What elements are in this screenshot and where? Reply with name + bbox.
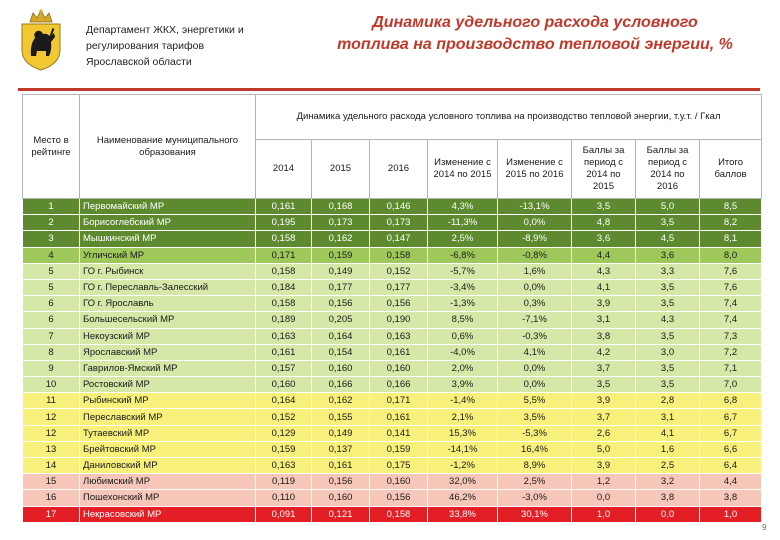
cell-change-2015-2016: 5,5% <box>498 393 572 409</box>
cell-2015: 0,156 <box>312 296 370 312</box>
cell-change-2014-2015: -5,7% <box>428 263 498 279</box>
slide-title-line: топлива на производство тепловой энергии, % <box>337 36 733 53</box>
cell-2015: 0,160 <box>312 490 370 506</box>
table-row <box>23 199 762 215</box>
cell-change-2014-2015: -1,2% <box>428 458 498 474</box>
cell-points-2014-2016: 3,5 <box>636 296 700 312</box>
cell-rank: 6 <box>23 312 80 328</box>
cell-name: Угличский МР <box>80 247 256 263</box>
cell-2016: 0,171 <box>370 393 428 409</box>
header-points-2014-2016: Баллы за период с 2014 по 2016 <box>636 140 700 199</box>
cell-change-2015-2016: 3,5% <box>498 409 572 425</box>
cell-change-2014-2015: 32,0% <box>428 474 498 490</box>
cell-change-2015-2016: -8,9% <box>498 231 572 247</box>
cell-rank: 10 <box>23 377 80 393</box>
cell-change-2015-2016: 2,5% <box>498 474 572 490</box>
cell-points-2014-2016: 1,6 <box>636 441 700 457</box>
cell-total: 8,1 <box>700 231 762 247</box>
cell-total: 7,4 <box>700 312 762 328</box>
cell-change-2014-2015: 0,6% <box>428 328 498 344</box>
table-row <box>23 231 762 247</box>
cell-name: Мышкинский МР <box>80 231 256 247</box>
cell-name: Рыбинский МР <box>80 393 256 409</box>
cell-points-2014-2015: 3,5 <box>572 377 636 393</box>
cell-total: 6,8 <box>700 393 762 409</box>
cell-2014: 0,164 <box>256 393 312 409</box>
cell-name: Даниловский МР <box>80 458 256 474</box>
cell-points-2014-2016: 3,0 <box>636 344 700 360</box>
cell-2014: 0,152 <box>256 409 312 425</box>
cell-name: Брейтовский МР <box>80 441 256 457</box>
cell-2016: 0,141 <box>370 425 428 441</box>
cell-rank: 5 <box>23 279 80 295</box>
cell-2016: 0,159 <box>370 441 428 457</box>
cell-change-2014-2015: -14,1% <box>428 441 498 457</box>
table-row <box>23 474 762 490</box>
table-row <box>23 425 762 441</box>
cell-rank: 2 <box>23 215 80 231</box>
cell-total: 7,2 <box>700 344 762 360</box>
cell-points-2014-2016: 4,5 <box>636 231 700 247</box>
cell-2015: 0,162 <box>312 393 370 409</box>
cell-change-2015-2016: 0,0% <box>498 360 572 376</box>
cell-2015: 0,173 <box>312 215 370 231</box>
cell-change-2014-2015: 2,0% <box>428 360 498 376</box>
cell-points-2014-2016: 3,5 <box>636 328 700 344</box>
cell-rank: 17 <box>23 506 80 522</box>
cell-points-2014-2015: 3,9 <box>572 296 636 312</box>
cell-rank: 13 <box>23 441 80 457</box>
cell-2015: 0,149 <box>312 425 370 441</box>
cell-2014: 0,163 <box>256 328 312 344</box>
table-row <box>23 328 762 344</box>
cell-points-2014-2016: 3,5 <box>636 360 700 376</box>
cell-name: Некрасовский МР <box>80 506 256 522</box>
cell-total: 1,0 <box>700 506 762 522</box>
header-total: Итого баллов <box>700 140 762 199</box>
slide-title-line: Динамика удельного расхода условного <box>372 14 698 31</box>
cell-points-2014-2015: 4,4 <box>572 247 636 263</box>
cell-points-2014-2016: 4,3 <box>636 312 700 328</box>
table-row <box>23 490 762 506</box>
cell-total: 7,6 <box>700 263 762 279</box>
cell-change-2015-2016: 1,6% <box>498 263 572 279</box>
header-rank: Место в рейтинге <box>23 95 80 199</box>
cell-change-2015-2016: -13,1% <box>498 199 572 215</box>
cell-points-2014-2015: 3,7 <box>572 409 636 425</box>
table-row <box>23 344 762 360</box>
cell-total: 6,7 <box>700 425 762 441</box>
cell-name: Ярославский МР <box>80 344 256 360</box>
cell-points-2014-2016: 3,6 <box>636 247 700 263</box>
cell-change-2015-2016: 0,3% <box>498 296 572 312</box>
cell-2016: 0,177 <box>370 279 428 295</box>
cell-change-2015-2016: -0,8% <box>498 247 572 263</box>
cell-change-2014-2015: 3,9% <box>428 377 498 393</box>
cell-2014: 0,157 <box>256 360 312 376</box>
cell-points-2014-2015: 1,2 <box>572 474 636 490</box>
header-2016: 2016 <box>370 140 428 199</box>
cell-total: 7,4 <box>700 296 762 312</box>
cell-2016: 0,158 <box>370 506 428 522</box>
page-number: 9 <box>762 523 767 532</box>
cell-points-2014-2015: 3,1 <box>572 312 636 328</box>
cell-points-2014-2015: 5,0 <box>572 441 636 457</box>
cell-2014: 0,160 <box>256 377 312 393</box>
table-row <box>23 247 762 263</box>
cell-2014: 0,158 <box>256 263 312 279</box>
cell-2016: 0,161 <box>370 344 428 360</box>
header-change-2015-2016: Изменение с 2015 по 2016 <box>498 140 572 199</box>
cell-2016: 0,147 <box>370 231 428 247</box>
cell-points-2014-2015: 3,9 <box>572 458 636 474</box>
cell-2016: 0,173 <box>370 215 428 231</box>
cell-2014: 0,184 <box>256 279 312 295</box>
cell-points-2014-2015: 3,5 <box>572 199 636 215</box>
cell-points-2014-2016: 3,2 <box>636 474 700 490</box>
cell-2015: 0,166 <box>312 377 370 393</box>
header-change-2014-2015: Изменение с 2014 по 2015 <box>428 140 498 199</box>
cell-name: Некоузский МР <box>80 328 256 344</box>
cell-points-2014-2016: 3,5 <box>636 279 700 295</box>
cell-change-2014-2015: -4,0% <box>428 344 498 360</box>
cell-change-2015-2016: -0,3% <box>498 328 572 344</box>
cell-2016: 0,160 <box>370 360 428 376</box>
cell-2016: 0,160 <box>370 474 428 490</box>
table-row <box>23 441 762 457</box>
header-points-2014-2015: Баллы за период с 2014 по 2015 <box>572 140 636 199</box>
cell-total: 4,4 <box>700 474 762 490</box>
cell-name: Переславский МР <box>80 409 256 425</box>
cell-points-2014-2016: 2,8 <box>636 393 700 409</box>
table-row <box>23 360 762 376</box>
cell-points-2014-2016: 3,3 <box>636 263 700 279</box>
cell-name: ГО г. Рыбинск <box>80 263 256 279</box>
cell-change-2015-2016: 16,4% <box>498 441 572 457</box>
cell-rank: 7 <box>23 328 80 344</box>
cell-total: 8,0 <box>700 247 762 263</box>
cell-name: Борисоглебский МР <box>80 215 256 231</box>
cell-points-2014-2016: 3,8 <box>636 490 700 506</box>
cell-2015: 0,205 <box>312 312 370 328</box>
cell-change-2014-2015: 33,8% <box>428 506 498 522</box>
cell-change-2015-2016: 8,9% <box>498 458 572 474</box>
department-name <box>86 22 286 70</box>
department-line: Ярославской области <box>86 56 192 68</box>
cell-2015: 0,160 <box>312 360 370 376</box>
cell-2014: 0,163 <box>256 458 312 474</box>
cell-change-2015-2016: 0,0% <box>498 279 572 295</box>
table-row <box>23 377 762 393</box>
cell-2016: 0,163 <box>370 328 428 344</box>
cell-2015: 0,154 <box>312 344 370 360</box>
cell-2014: 0,129 <box>256 425 312 441</box>
table-row <box>23 506 762 522</box>
cell-change-2015-2016: -7,1% <box>498 312 572 328</box>
cell-2015: 0,149 <box>312 263 370 279</box>
cell-name: Тутаевский МР <box>80 425 256 441</box>
cell-total: 7,6 <box>700 279 762 295</box>
cell-2016: 0,175 <box>370 458 428 474</box>
cell-points-2014-2015: 3,9 <box>572 393 636 409</box>
table-row <box>23 296 762 312</box>
table-row <box>23 409 762 425</box>
cell-change-2014-2015: 2,5% <box>428 231 498 247</box>
table-row <box>23 279 762 295</box>
cell-change-2014-2015: -11,3% <box>428 215 498 231</box>
cell-2016: 0,156 <box>370 490 428 506</box>
cell-2016: 0,166 <box>370 377 428 393</box>
cell-name: Гаврилов-Ямский МР <box>80 360 256 376</box>
cell-change-2015-2016: 0,0% <box>498 377 572 393</box>
cell-points-2014-2015: 3,6 <box>572 231 636 247</box>
cell-points-2014-2015: 3,8 <box>572 328 636 344</box>
cell-rank: 5 <box>23 263 80 279</box>
cell-change-2014-2015: 46,2% <box>428 490 498 506</box>
cell-name: Первомайский МР <box>80 199 256 215</box>
cell-2015: 0,164 <box>312 328 370 344</box>
cell-total: 6,7 <box>700 409 762 425</box>
cell-points-2014-2016: 5,0 <box>636 199 700 215</box>
cell-rank: 9 <box>23 360 80 376</box>
cell-rank: 4 <box>23 247 80 263</box>
cell-points-2014-2015: 2,6 <box>572 425 636 441</box>
cell-2014: 0,195 <box>256 215 312 231</box>
cell-total: 3,8 <box>700 490 762 506</box>
cell-2016: 0,161 <box>370 409 428 425</box>
cell-total: 7,0 <box>700 377 762 393</box>
header-2014: 2014 <box>256 140 312 199</box>
table-row <box>23 458 762 474</box>
cell-2015: 0,121 <box>312 506 370 522</box>
cell-total: 6,4 <box>700 458 762 474</box>
cell-2016: 0,152 <box>370 263 428 279</box>
cell-name: ГО г. Ярославль <box>80 296 256 312</box>
cell-rank: 1 <box>23 199 80 215</box>
cell-points-2014-2016: 4,1 <box>636 425 700 441</box>
cell-change-2015-2016: -3,0% <box>498 490 572 506</box>
cell-rank: 11 <box>23 393 80 409</box>
header-group: Динамика удельного расхода условного топлива на производство тепловой энергии, т.у.т. / Гкал <box>256 95 762 140</box>
cell-change-2014-2015: 15,3% <box>428 425 498 441</box>
yaroslavl-coat-of-arms-icon <box>18 6 64 72</box>
slide-title <box>300 12 770 56</box>
cell-points-2014-2015: 4,1 <box>572 279 636 295</box>
cell-rank: 3 <box>23 231 80 247</box>
cell-2014: 0,171 <box>256 247 312 263</box>
table-row <box>23 393 762 409</box>
cell-2014: 0,158 <box>256 296 312 312</box>
cell-points-2014-2015: 4,2 <box>572 344 636 360</box>
department-line: регулирования тарифов <box>86 40 205 52</box>
cell-name: Пошехонский МР <box>80 490 256 506</box>
header-2015: 2015 <box>312 140 370 199</box>
cell-change-2015-2016: 4,1% <box>498 344 572 360</box>
cell-change-2014-2015: -6,8% <box>428 247 498 263</box>
cell-change-2015-2016: 0,0% <box>498 215 572 231</box>
cell-points-2014-2016: 3,5 <box>636 377 700 393</box>
cell-total: 6,6 <box>700 441 762 457</box>
cell-points-2014-2015: 4,3 <box>572 263 636 279</box>
cell-points-2014-2016: 3,1 <box>636 409 700 425</box>
cell-points-2014-2016: 0,0 <box>636 506 700 522</box>
header-divider <box>18 88 760 91</box>
cell-total: 8,2 <box>700 215 762 231</box>
cell-name: Ростовский МР <box>80 377 256 393</box>
cell-2015: 0,156 <box>312 474 370 490</box>
cell-2016: 0,146 <box>370 199 428 215</box>
cell-total: 7,1 <box>700 360 762 376</box>
cell-2014: 0,189 <box>256 312 312 328</box>
cell-change-2014-2015: 2,1% <box>428 409 498 425</box>
cell-2015: 0,159 <box>312 247 370 263</box>
cell-change-2014-2015: -3,4% <box>428 279 498 295</box>
cell-2014: 0,158 <box>256 231 312 247</box>
cell-total: 7,3 <box>700 328 762 344</box>
cell-rank: 12 <box>23 409 80 425</box>
cell-change-2015-2016: 30,1% <box>498 506 572 522</box>
cell-rank: 15 <box>23 474 80 490</box>
cell-2015: 0,155 <box>312 409 370 425</box>
cell-2014: 0,161 <box>256 344 312 360</box>
table-row <box>23 263 762 279</box>
cell-points-2014-2016: 3,5 <box>636 215 700 231</box>
cell-points-2014-2015: 0,0 <box>572 490 636 506</box>
cell-2016: 0,190 <box>370 312 428 328</box>
header-name: Наименование муниципального образования <box>80 95 256 199</box>
cell-points-2014-2016: 2,5 <box>636 458 700 474</box>
cell-2016: 0,156 <box>370 296 428 312</box>
cell-2016: 0,158 <box>370 247 428 263</box>
cell-name: Любимский МР <box>80 474 256 490</box>
cell-rank: 6 <box>23 296 80 312</box>
table-row <box>23 215 762 231</box>
cell-2014: 0,119 <box>256 474 312 490</box>
cell-points-2014-2015: 4,8 <box>572 215 636 231</box>
table-row <box>23 312 762 328</box>
cell-points-2014-2015: 1,0 <box>572 506 636 522</box>
cell-total: 8,5 <box>700 199 762 215</box>
cell-name: ГО г. Переславль-Залесский <box>80 279 256 295</box>
rating-table <box>22 94 762 523</box>
cell-2015: 0,161 <box>312 458 370 474</box>
cell-2014: 0,110 <box>256 490 312 506</box>
cell-name: Большесельский МР <box>80 312 256 328</box>
cell-points-2014-2015: 3,7 <box>572 360 636 376</box>
department-line: Департамент ЖКХ, энергетики и <box>86 24 244 36</box>
cell-change-2014-2015: -1,4% <box>428 393 498 409</box>
cell-change-2015-2016: -5,3% <box>498 425 572 441</box>
cell-change-2014-2015: 8,5% <box>428 312 498 328</box>
cell-2015: 0,162 <box>312 231 370 247</box>
cell-change-2014-2015: 4,3% <box>428 199 498 215</box>
cell-2014: 0,161 <box>256 199 312 215</box>
cell-2015: 0,137 <box>312 441 370 457</box>
cell-change-2014-2015: -1,3% <box>428 296 498 312</box>
cell-2014: 0,091 <box>256 506 312 522</box>
cell-2015: 0,168 <box>312 199 370 215</box>
cell-2015: 0,177 <box>312 279 370 295</box>
cell-rank: 12 <box>23 425 80 441</box>
cell-rank: 14 <box>23 458 80 474</box>
cell-rank: 16 <box>23 490 80 506</box>
cell-rank: 8 <box>23 344 80 360</box>
cell-2014: 0,159 <box>256 441 312 457</box>
